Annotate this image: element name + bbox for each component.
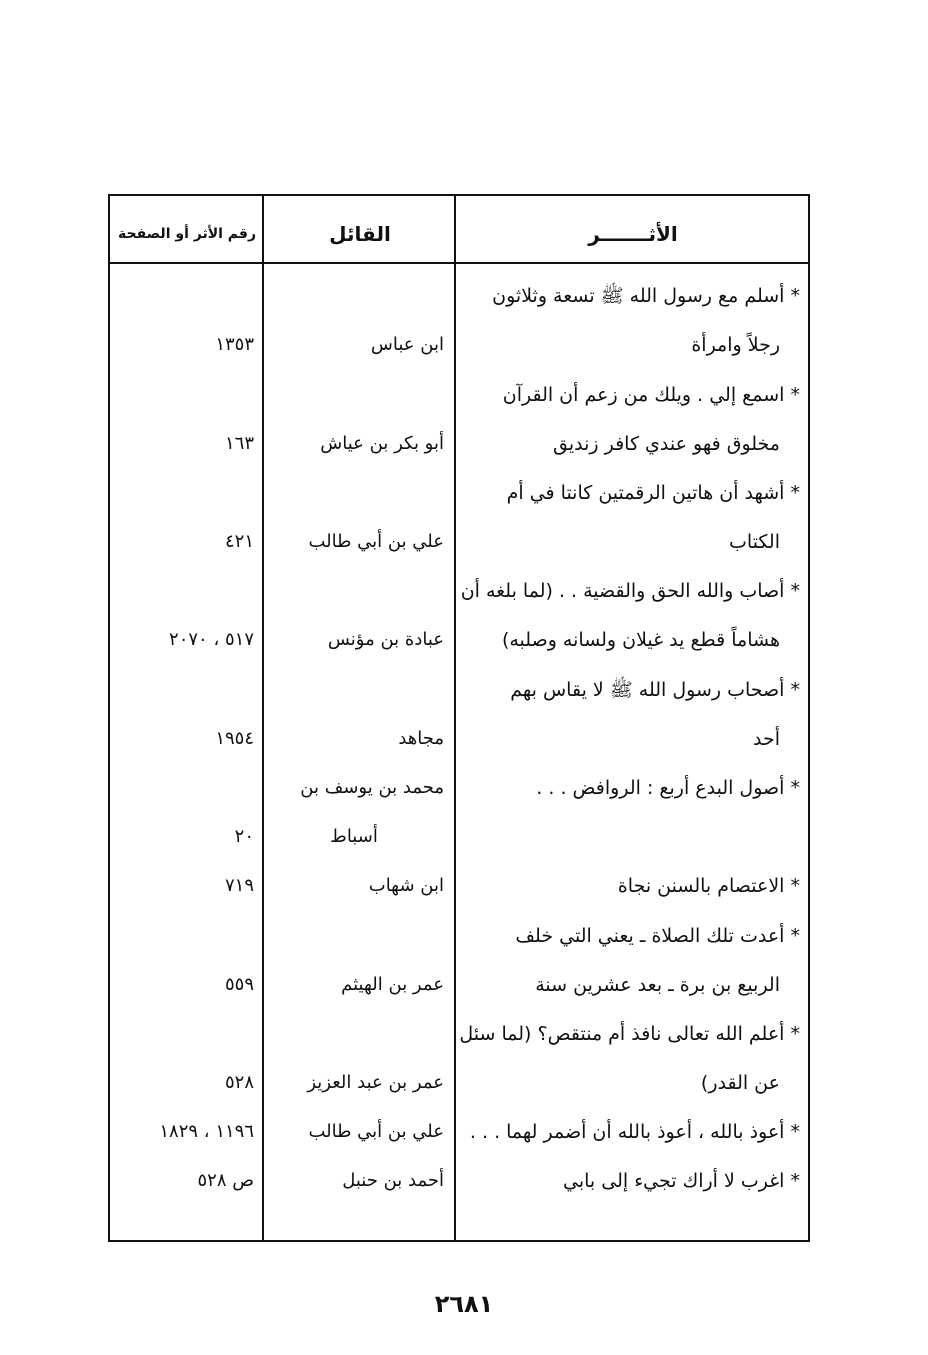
header-athar: الأثـــــــر	[588, 222, 678, 246]
column-divider-ref	[262, 194, 264, 1242]
athar-line: الربيع بن برة ـ بعد عشرين سنة	[535, 974, 780, 996]
athar-line: * أصحاب رسول الله ﷺ لا يقاس بهم	[510, 679, 800, 701]
ref-cell: ٢٠	[234, 826, 254, 847]
athar-line: مخلوق فهو عندي كافر زنديق	[553, 433, 780, 455]
ref-cell: ١١٩٦ ، ١٨٢٩	[159, 1121, 254, 1142]
athar-line: * أصول البدع أربع : الروافض . . .	[536, 777, 800, 799]
athar-line: عن القدر)	[700, 1072, 780, 1094]
qail-cell: علي بن أبي طالب	[308, 1121, 444, 1142]
athar-line: * أصاب والله الحق والقضية . . (لما بلغه أن	[460, 580, 800, 602]
qail-cell: عمر بن الهيثم	[341, 974, 444, 995]
qail-cell: محمد بن يوسف بن	[300, 777, 444, 798]
athar-line: رجلاً وامرأة	[691, 334, 780, 356]
ref-cell: ٥٢٨	[224, 1072, 254, 1093]
athar-line: * أشهد أن هاتين الرقمتين كانتا في أم	[506, 482, 800, 504]
athar-line: * اغرب لا أراك تجيء إلى بابي	[563, 1170, 800, 1192]
athar-line: الكتاب	[729, 531, 780, 553]
ref-cell: ٥٥٩	[224, 974, 254, 995]
page-number: ٢٦٨١	[434, 1290, 494, 1318]
athar-line: * اسمع إلي . ويلك من زعم أن القرآن	[502, 384, 800, 406]
ref-cell: ١٩٥٤	[215, 728, 254, 749]
athar-line: * أعدت تلك الصلاة ـ يعني التي خلف	[515, 925, 800, 947]
ref-cell: ٥١٧ ، ٢٠٧٠	[169, 629, 254, 650]
athar-line: * الاعتصام بالسنن نجاة	[617, 875, 800, 897]
ref-cell: ١٦٣	[224, 433, 254, 454]
ref-cell: ٧١٩	[224, 875, 254, 896]
ref-cell: ٤٢١	[224, 531, 254, 552]
qail-cell: أبو بكر بن عياش	[320, 433, 444, 454]
athar-line: أحد	[753, 728, 780, 750]
qail-cell: عبادة بن مؤنس	[327, 629, 444, 650]
qail-cell: عمر بن عبد العزيز	[307, 1072, 444, 1093]
qail-cell: ابن عباس	[370, 334, 444, 355]
header-divider	[108, 262, 810, 264]
athar-line: * أعلم الله تعالى نافذ أم منتقص؟ (لما سئل	[459, 1023, 800, 1045]
athar-line: * أسلم مع رسول الله ﷺ تسعة وثلاثون	[492, 285, 800, 307]
athar-line: هشاماً قطع يد غيلان ولسانه وصلبه)	[501, 629, 780, 651]
ref-cell: ١٣٥٣	[215, 334, 254, 355]
qail-cell: أسباط	[330, 826, 378, 847]
qail-cell: ابن شهاب	[368, 875, 444, 896]
qail-cell: علي بن أبي طالب	[308, 531, 444, 552]
ref-cell: ص ٥٢٨	[197, 1170, 254, 1191]
header-qail: القائل	[329, 222, 391, 246]
header-ref: رقم الأثر أو الصفحة	[117, 226, 257, 242]
qail-cell: أحمد بن حنبل	[342, 1170, 444, 1191]
qail-cell: مجاهد	[398, 728, 444, 749]
athar-line: * أعوذ بالله ، أعوذ بالله أن أضمر لهما . . .	[469, 1121, 800, 1143]
